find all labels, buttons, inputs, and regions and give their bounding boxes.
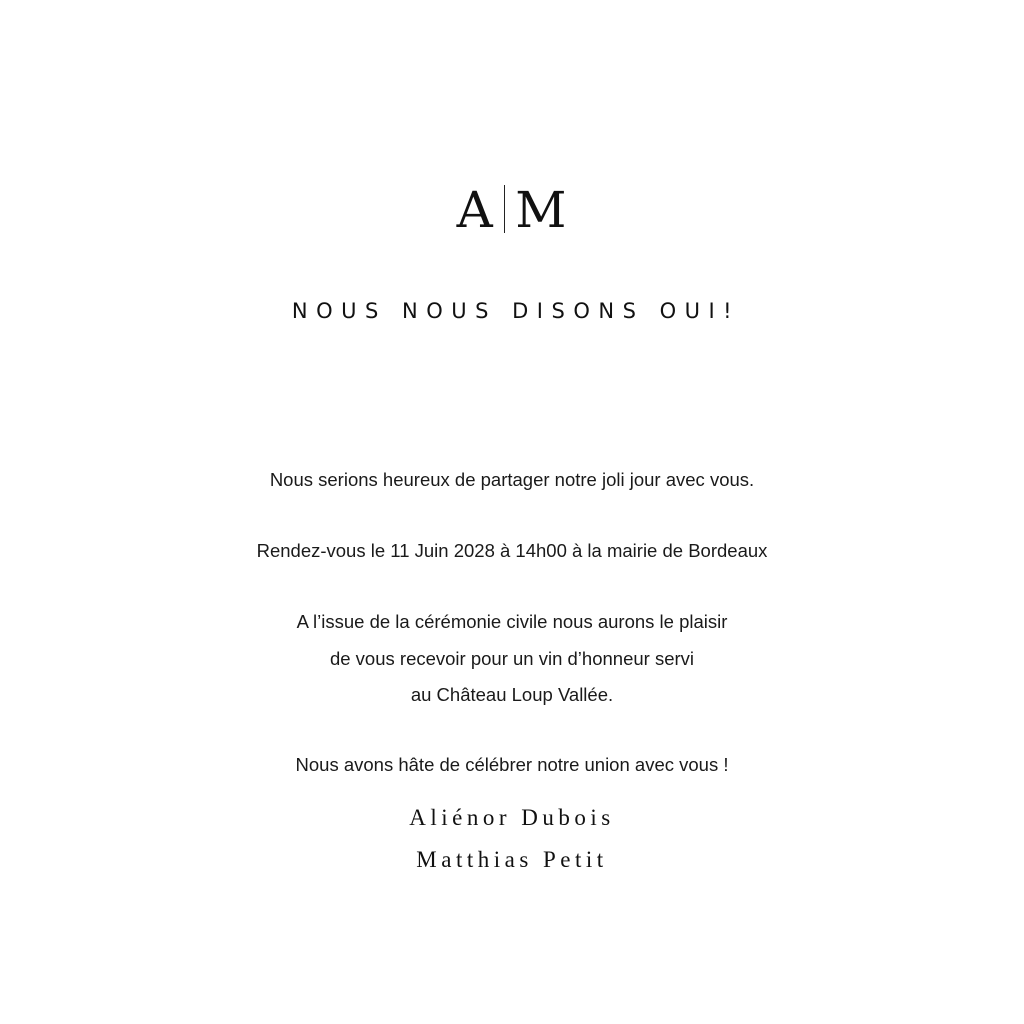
reception-line-1: A l’issue de la cérémonie civile nous aurons le plaisir — [296, 611, 728, 632]
reception-line-3: au Château Loup Vallée. — [410, 684, 614, 705]
monogram — [0, 180, 1024, 240]
signature-name-2: Matthias Petit — [416, 847, 608, 872]
signature-name-1: Aliénor Dubois — [409, 805, 615, 830]
intro-line: Nous serions heureux de partager notre joli jour avec vous. — [269, 469, 755, 490]
monogram-initial-right: M — [515, 181, 568, 239]
monogram-divider — [504, 185, 506, 233]
monogram-initial-left: A — [456, 181, 494, 239]
headline: NOUS NOUS DISONS OUI! — [291, 299, 741, 323]
date-location-line: Rendez-vous le 11 Juin 2028 à 14h00 à la mairie de Bordeaux — [256, 540, 768, 561]
reception-line-2: de vous recevoir pour un vin d’honneur servi — [329, 648, 695, 669]
closing-line: Nous avons hâte de célébrer notre union avec vous ! — [295, 754, 729, 775]
